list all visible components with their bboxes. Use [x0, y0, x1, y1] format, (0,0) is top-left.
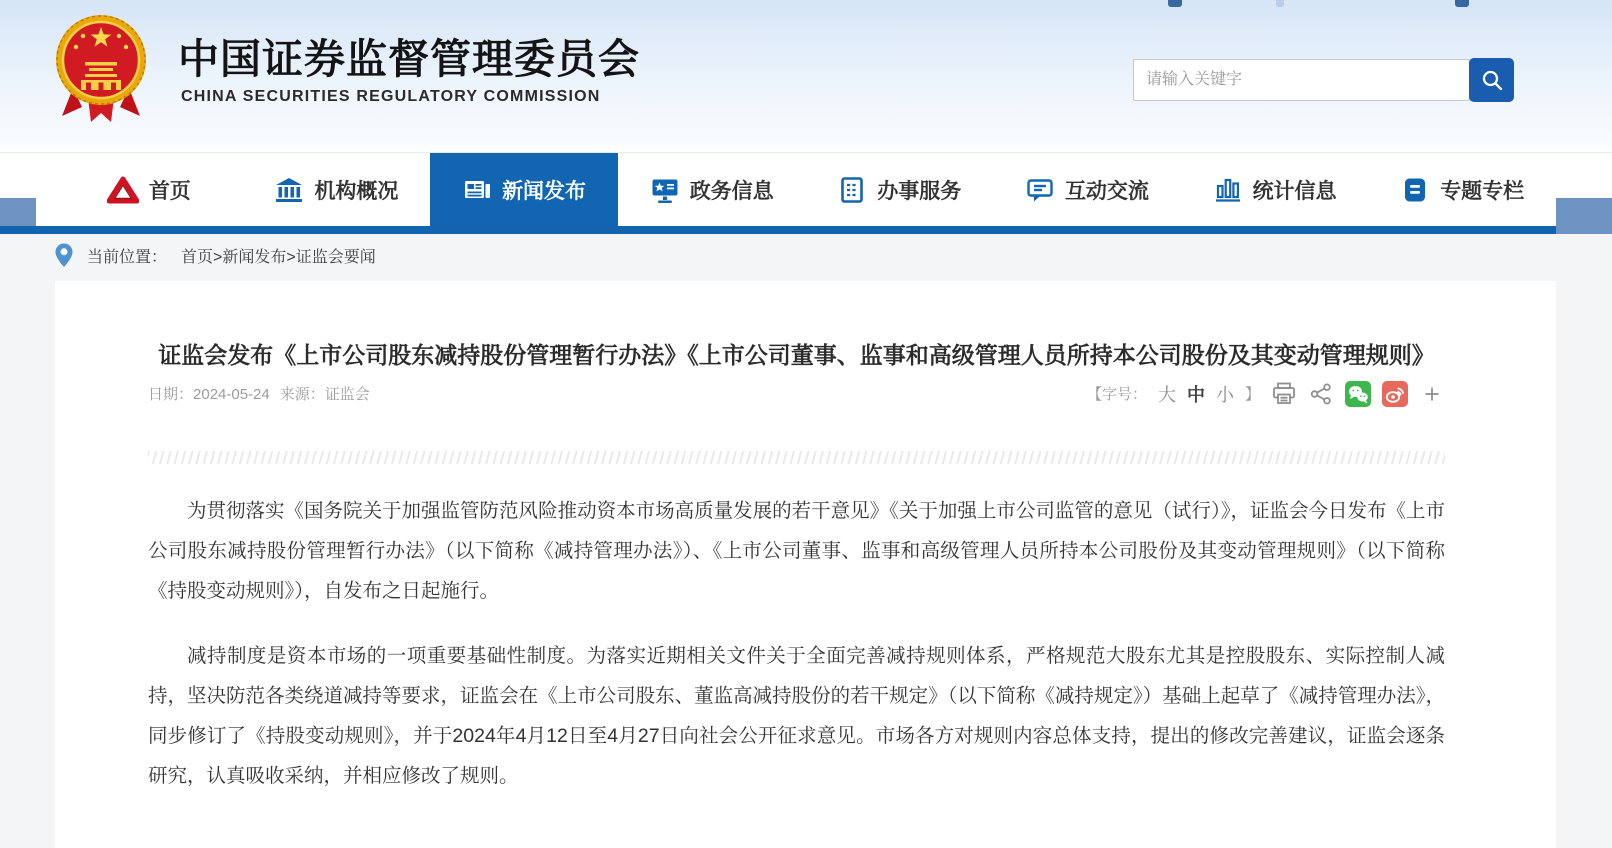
weibo-icon[interactable] — [1382, 381, 1408, 407]
source-label: 来源： — [279, 386, 325, 403]
nav-item-interaction[interactable] — [993, 153, 1181, 227]
nav-bottom-strip — [0, 226, 1556, 234]
search-box — [1133, 58, 1514, 102]
nav-label: 首页 — [148, 180, 191, 203]
csrc-logo-icon — [107, 175, 139, 205]
printer-icon[interactable] — [1271, 381, 1297, 407]
breadcrumb — [55, 240, 376, 270]
plus-icon[interactable] — [1419, 381, 1445, 407]
site-subtitle: CHINA SECURITIES REGULATORY COMMISSION — [181, 88, 601, 105]
nav-item-gov-info[interactable] — [618, 153, 806, 227]
search-input[interactable] — [1133, 59, 1470, 101]
national-emblem-logo — [55, 10, 147, 128]
search-button[interactable] — [1469, 58, 1514, 102]
date-label: 日期： — [148, 386, 194, 403]
nav-label: 新闻发布 — [502, 180, 587, 203]
newspaper-icon — [462, 175, 492, 205]
hatched-divider — [148, 451, 1445, 464]
site-header — [0, 0, 1612, 152]
nav-item-about[interactable] — [243, 153, 431, 227]
location-pin-icon — [55, 243, 73, 268]
nav-item-statistics[interactable] — [1181, 153, 1369, 227]
font-size-medium-button[interactable]: 中 — [1186, 384, 1205, 405]
font-size-label-close: 】 — [1244, 386, 1260, 403]
share-icon[interactable] — [1308, 381, 1334, 407]
date-value: 2024-05-24 — [193, 386, 270, 403]
nav-item-home[interactable] — [55, 153, 243, 227]
nav-item-services[interactable] — [806, 153, 994, 227]
article-title: 证监会发布《上市公司股东减持股份管理暂行办法》《上市公司董事、监事和高级管理人员所持本公司股份及其变动管理规则》 — [158, 342, 1435, 368]
nav-label: 统计信息 — [1252, 180, 1337, 203]
user-icon[interactable] — [1455, 0, 1469, 7]
search-icon — [1480, 68, 1504, 92]
nav-label: 专题专栏 — [1440, 180, 1525, 203]
nav-item-topics[interactable] — [1368, 153, 1556, 227]
social-icon[interactable] — [1168, 0, 1182, 7]
monitor-star-icon — [650, 175, 680, 205]
article-tools — [1087, 381, 1445, 407]
breadcrumb-path[interactable]: 首页>新闻发布>证监会要闻 — [181, 248, 376, 266]
article-meta — [148, 377, 1445, 410]
font-size-small-button[interactable]: 小 — [1215, 384, 1234, 405]
nav-accent-left — [0, 198, 36, 226]
bar-chart-icon — [1213, 175, 1243, 205]
article-paragraph: 减持制度是资本市场的一项重要基础性制度。为落实近期相关文件关于全面完善减持规则体系，严格规范大股东尤其是控股股东、实际控制人减持，坚决防范各类绕道减持等要求，证监会在《上市公司股东、董监高减持股份的若干规定》（以下简称《减持规定》）基础上起草了《减持管理办法》，同步修订了《持股变动规则》，并于2024年4月12日至4月27日向社会公开征求意见。市场各方对规则内容总体支持，提出的修改完善建议，证监会逐条研究，认真吸收采纳，并相应修改了规则。 — [148, 645, 1445, 787]
article-card — [55, 281, 1556, 848]
nav-label: 机构概况 — [314, 180, 399, 203]
site-title: 中国证券监督管理委员会 — [178, 36, 640, 82]
font-size-label: 【字号： — [1086, 386, 1147, 403]
nav-label: 政务信息 — [689, 180, 774, 203]
nav-label: 互动交流 — [1064, 180, 1149, 203]
nav-label: 办事服务 — [877, 180, 962, 203]
breadcrumb-label: 当前位置： — [87, 248, 168, 266]
nav-item-news[interactable] — [430, 153, 618, 227]
main-nav — [0, 152, 1612, 226]
service-form-icon — [837, 175, 867, 205]
social-icon[interactable] — [1276, 0, 1284, 7]
topics-doc-icon — [1400, 175, 1430, 205]
source-value: 证监会 — [324, 386, 370, 403]
article-meta-left — [148, 383, 370, 404]
institution-bank-icon — [274, 175, 304, 205]
nav-accent-right — [1556, 198, 1612, 234]
chat-bubble-icon — [1025, 175, 1055, 205]
article-paragraph: 为贯彻落实《国务院关于加强监管防范风险推动资本市场高质量发展的若干意见》《关于加强上市公司监管的意见（试行）》，证监会今日发布《上市公司股东减持股份管理暂行办法》（以下简称《减持管理办法》）、《上市公司董事、监事和高级管理人员所持本公司股份及其变动管理规则》（以下简称《持股变动规则》），自发布之日起施行。 — [148, 500, 1445, 602]
font-size-large-button[interactable]: 大 — [1157, 384, 1176, 405]
wechat-icon[interactable] — [1345, 381, 1371, 407]
